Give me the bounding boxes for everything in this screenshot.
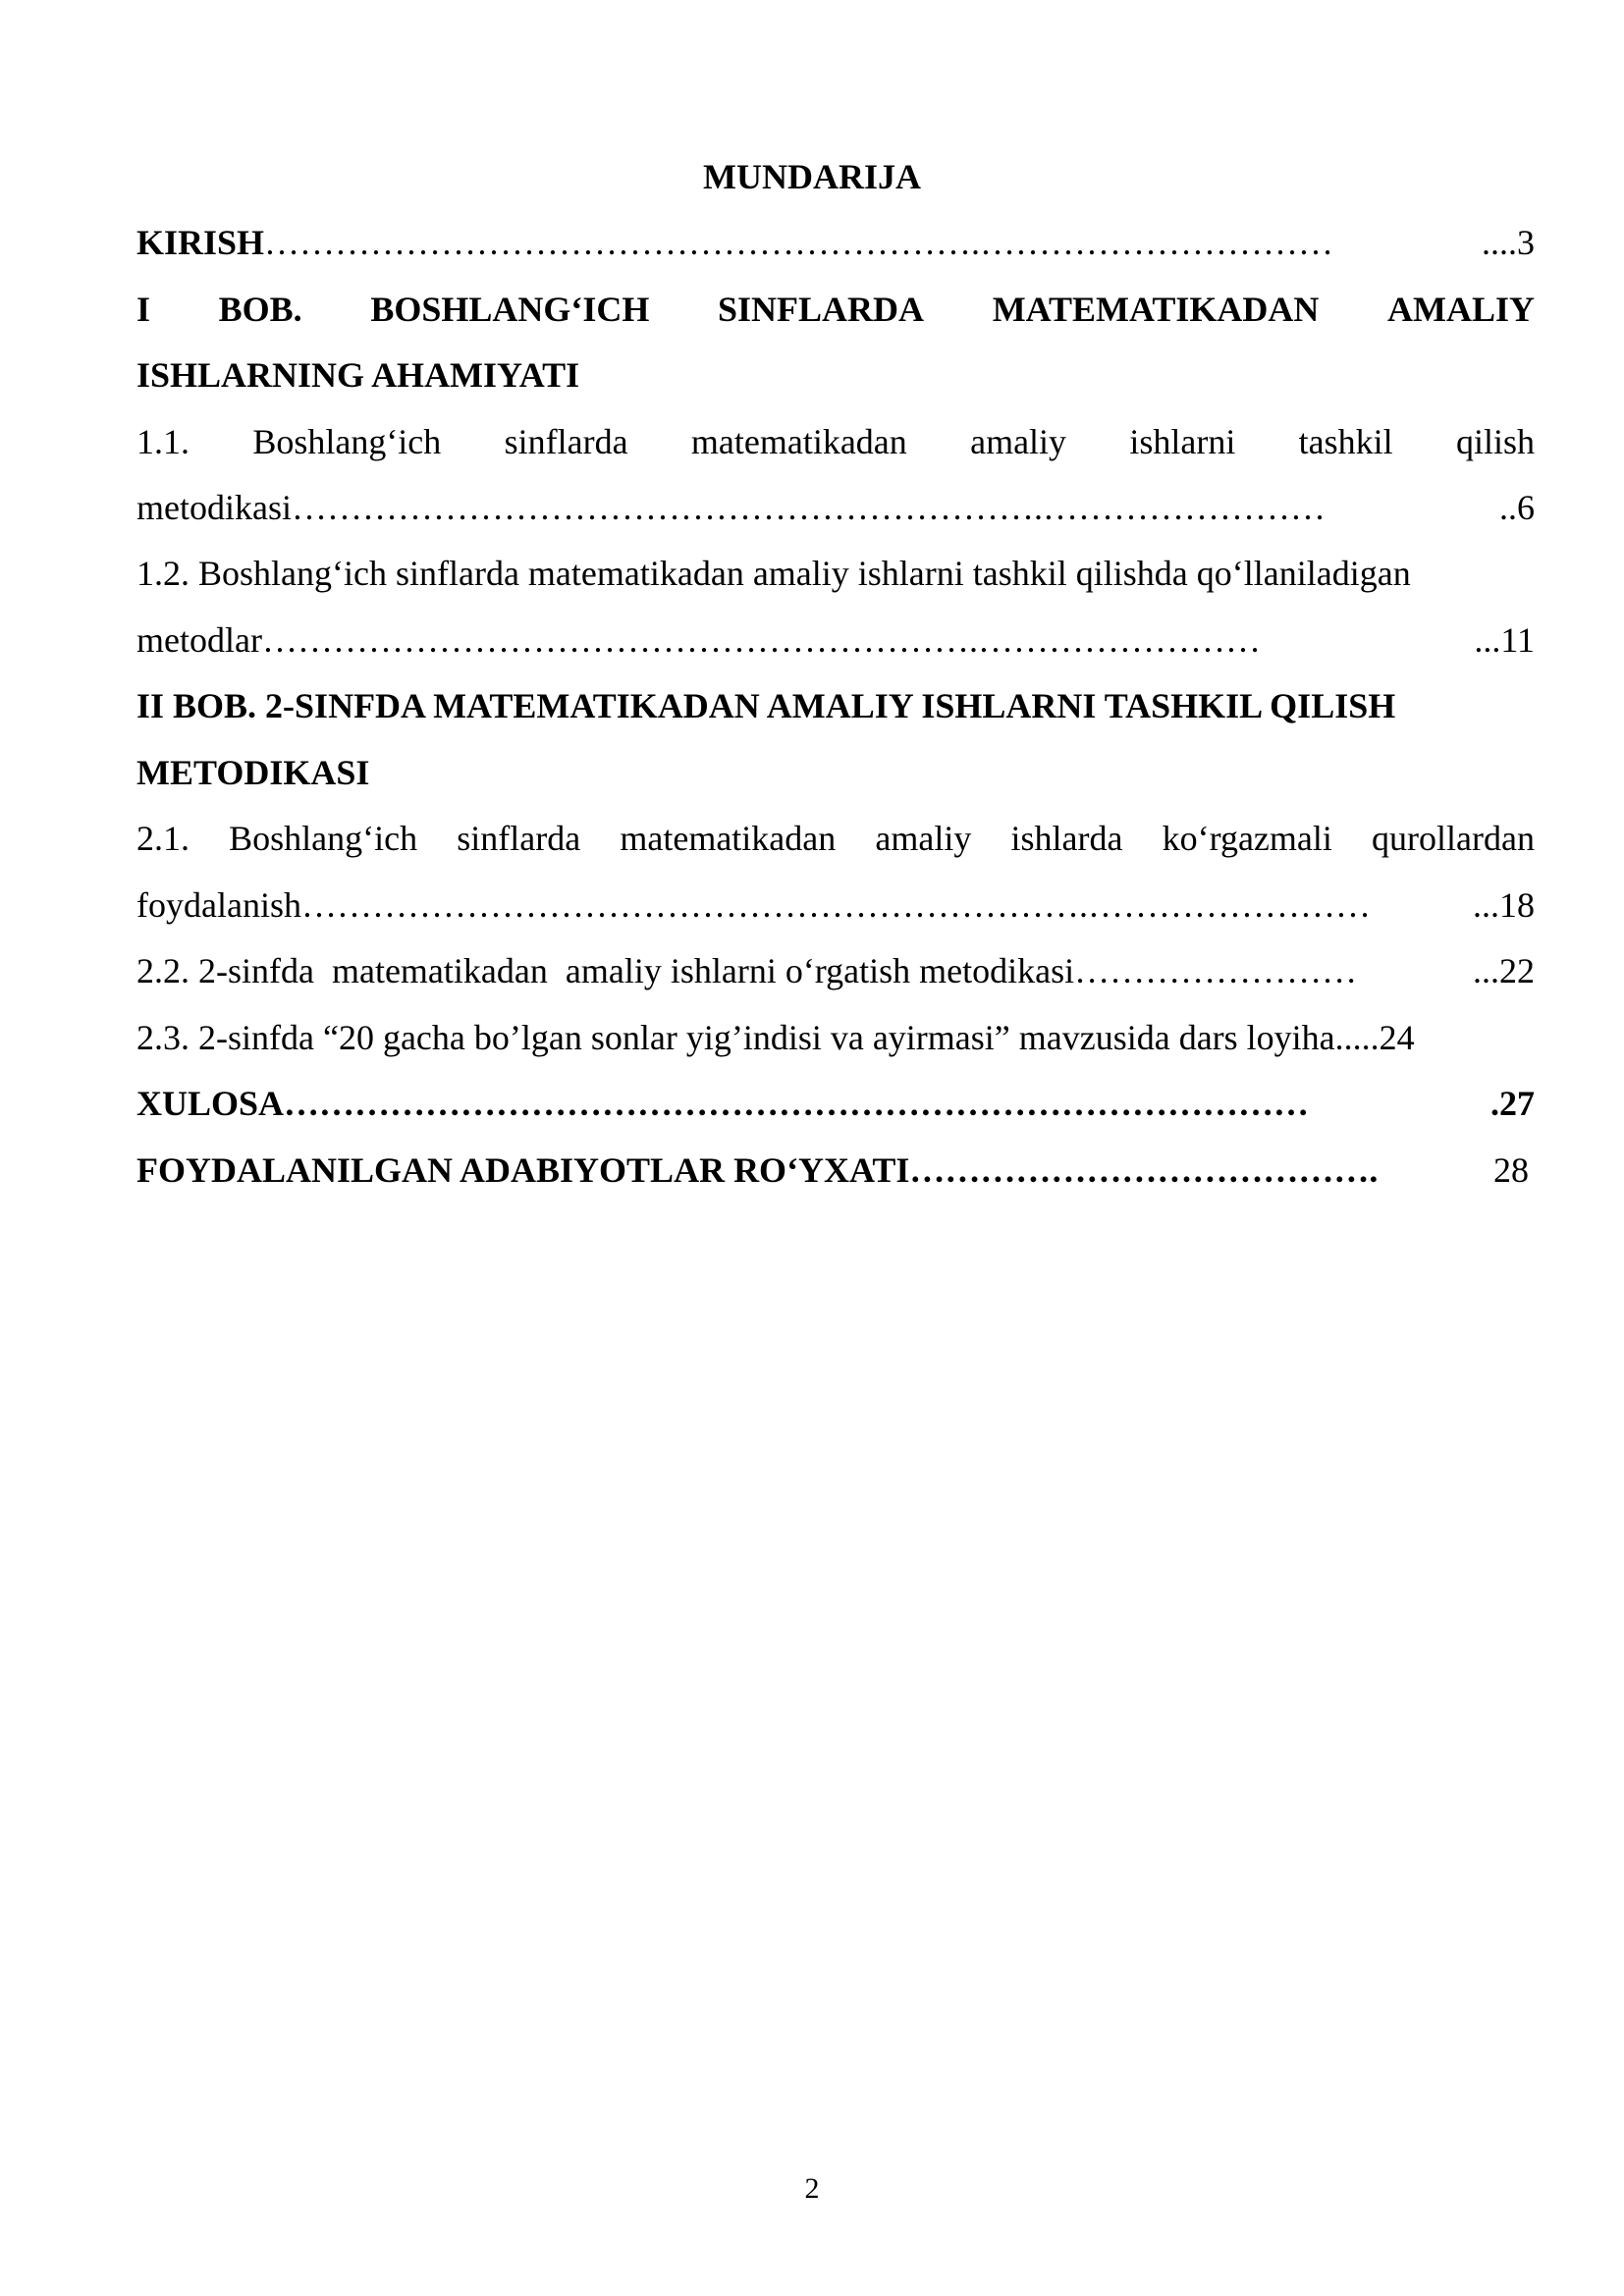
toc-leader-dots: …………………………………. [909, 1150, 1379, 1190]
word: matematikadan [620, 819, 837, 858]
word: amaliy [970, 422, 1067, 461]
toc-entry-label: FOYDALANILGAN ADABIYOTLAR RO‘YXATI [136, 1150, 910, 1190]
word: qurollardan [1372, 819, 1535, 858]
toc-section-2-1-line-2 [136, 883, 1535, 927]
word: sinflarda [504, 422, 628, 461]
toc-page-number: .27 [1490, 1084, 1535, 1123]
word: amaliy [875, 819, 972, 858]
toc-page-number: ..6 [1499, 488, 1535, 527]
toc-title: MUNDARIJA [703, 157, 921, 196]
word: ko‘rgazmali [1162, 819, 1332, 858]
word: AMALIY [1386, 290, 1535, 329]
toc-section-2-3 [136, 1016, 1535, 1059]
word: 1.1. [136, 422, 189, 461]
toc-leader-dots: …………………………………………………………………………… [284, 1084, 1310, 1123]
toc-chapter-1-line-2: ISHLARNING AHAMIYATI [136, 355, 580, 395]
toc-entry-label: metodikasi [136, 488, 292, 527]
word: 2.1. [136, 819, 189, 858]
toc-chapter-2-line-1: II BOB. 2-SINFDA MATEMATIKADAN AMALIY ISHLARNI TASHKIL QILISH [136, 686, 1396, 725]
toc-chapter-1-line-1 [136, 288, 1535, 331]
toc-chapter-2-line-2: METODIKASI [136, 753, 370, 792]
word: SINFLARDA [718, 290, 925, 329]
word: MATEMATIKADAN [992, 290, 1320, 329]
toc-section-1-2-line-1: 1.2. Boshlang‘ich sinflarda matematikadan amaliy ishlarni tashkil qilishda qo‘llaniladigan [136, 554, 1411, 593]
toc-page-number: ....3 [1482, 223, 1535, 262]
word: tashkil [1298, 422, 1393, 461]
toc-leader-dots: …………………………………………………….…………………… [261, 620, 1261, 660]
toc-entry-label: 2.2. 2-sinfda matematikadan amaliy ishlarni o‘rgatish metodikasi [136, 951, 1075, 990]
word: I [136, 290, 151, 329]
word: matematikadan [690, 422, 907, 461]
word: ishlarni [1129, 422, 1236, 461]
toc-section-1-1-line-1 [136, 420, 1535, 463]
toc-page-number: ...18 [1473, 885, 1535, 925]
word: BOB. [218, 290, 302, 329]
toc-page-number: 28 [1493, 1150, 1529, 1190]
word: sinflarda [457, 819, 581, 858]
toc-entry-label: KIRISH [136, 223, 265, 262]
toc-page-number: .....24 [1334, 1018, 1415, 1057]
toc-leader-dots: …………………………………………………….………………………… [264, 223, 1334, 262]
toc-leader-dots: …………………… [1074, 951, 1358, 990]
toc-entry-label: 2.3. 2-sinfda “20 gacha bo’lgan sonlar yig’indisi va ayirmasi” mavzusida dars loyiha [136, 1018, 1335, 1057]
toc-section-1-2-line-2 [136, 618, 1535, 662]
page-number: 2 [804, 2172, 820, 2205]
toc-page-number: ...22 [1473, 951, 1535, 990]
toc-page-number: ...11 [1474, 620, 1535, 660]
toc-section-1-1-line-2 [136, 486, 1535, 529]
toc-entry-references [136, 1148, 1529, 1192]
word: Boshlang‘ich [252, 422, 442, 461]
toc-entry-xulosa [136, 1082, 1535, 1125]
toc-leader-dots: ……………………………………………………….…………………… [291, 488, 1326, 527]
toc-section-2-1-line-1 [136, 817, 1535, 860]
word: Boshlang‘ich [229, 819, 418, 858]
toc-section-2-2 [136, 949, 1535, 992]
toc-entry-label: metodlar [136, 620, 262, 660]
toc-leader-dots: ………………………………………………………….…………………… [300, 885, 1371, 925]
toc-entry-label: XULOSA [136, 1084, 285, 1123]
word: qilish [1455, 422, 1535, 461]
toc-entry-kirish [136, 221, 1535, 264]
toc-entry-label: foydalanish [136, 885, 301, 925]
word: BOSHLANG‘ICH [370, 290, 650, 329]
word: ishlarda [1010, 819, 1123, 858]
